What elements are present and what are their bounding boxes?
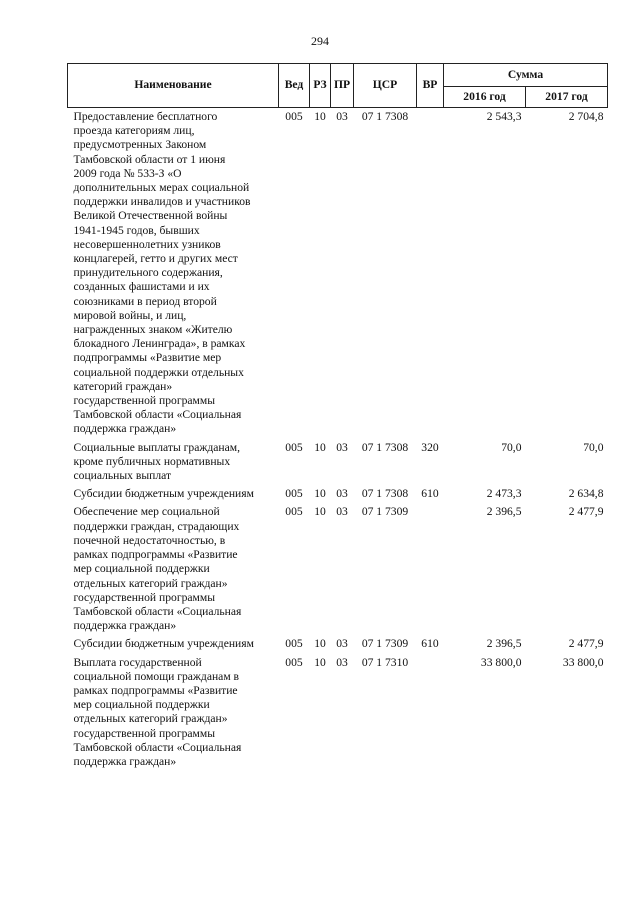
row-name-line: поддержки граждан, страдающих bbox=[73, 519, 240, 533]
cell-csr: 07 1 7309 bbox=[361, 505, 409, 519]
cell-ved: 005 bbox=[285, 655, 303, 669]
row-name-line: почечной недостаточностью, в bbox=[73, 533, 226, 547]
cell-rz: 10 bbox=[314, 440, 326, 454]
row-name-line: Обеспечение мер социальной bbox=[73, 505, 220, 519]
cell-y2016: 2 396,5 bbox=[486, 637, 522, 651]
cell-rz: 10 bbox=[314, 110, 326, 123]
row-name-line: категорий граждан» bbox=[73, 379, 173, 393]
row-name-line: Тамбовской области «Социальная bbox=[73, 408, 242, 422]
cell-y2016: 2 396,5 bbox=[486, 505, 522, 519]
header-ved: Вед bbox=[279, 64, 310, 108]
row-name-line: Великой Отечественной войны bbox=[73, 209, 228, 223]
row-name-line: Тамбовской области «Социальная bbox=[73, 604, 242, 618]
row-name-line: 2009 года № 533-З «О bbox=[73, 166, 182, 180]
cell-pr: 03 bbox=[336, 440, 348, 454]
row-name-line: кроме публичных нормативных bbox=[73, 454, 231, 468]
row-name-line: рамках подпрограммы «Развитие bbox=[73, 548, 238, 562]
row-name bbox=[68, 503, 279, 635]
cell-y2016: 2 473,3 bbox=[486, 487, 522, 501]
row-name-line: Социальные выплаты гражданам, bbox=[73, 440, 240, 454]
row-name bbox=[68, 635, 279, 653]
row-name-line: Субсидии бюджетным учреждениям bbox=[73, 637, 254, 651]
cell-csr: 07 1 7308 bbox=[361, 110, 409, 123]
row-name-line: Тамбовской области от 1 июня bbox=[73, 152, 226, 166]
row-name-line: отдельных категорий граждан» bbox=[73, 576, 228, 590]
page-number: 294 bbox=[311, 34, 329, 48]
cell-y2017: 2 634,8 bbox=[568, 487, 604, 501]
cell-y2016: 70,0 bbox=[501, 440, 522, 454]
cell-y2016: 2 543,3 bbox=[486, 110, 522, 123]
row-name-line: блокадного Ленинграда», в рамках bbox=[73, 337, 246, 351]
row-name-line: награжденных знаком «Жителю bbox=[73, 323, 233, 337]
budget-table bbox=[67, 63, 608, 771]
row-name-line: несовершеннолетних узников bbox=[73, 237, 221, 251]
header-year-2016: 2016 год bbox=[444, 87, 526, 108]
cell-rz: 10 bbox=[314, 487, 326, 501]
row-name-line: государственной программы bbox=[73, 726, 215, 740]
row-name-line: поддержка граждан» bbox=[73, 754, 177, 768]
cell-y2017: 70,0 bbox=[583, 440, 604, 454]
row-name-line: отдельных категорий граждан» bbox=[73, 712, 228, 726]
cell-vr: 610 bbox=[421, 637, 439, 651]
cell-ved: 005 bbox=[285, 505, 303, 519]
cell-vr: 610 bbox=[421, 487, 439, 501]
row-name-line: мер социальной поддержки bbox=[73, 698, 210, 712]
cell-y2016: 33 800,0 bbox=[480, 655, 522, 669]
row-name-line: рамках подпрограммы «Развитие bbox=[73, 683, 238, 697]
cell-y2017: 2 477,9 bbox=[568, 505, 604, 519]
row-name-line: принудительного содержания, bbox=[73, 266, 223, 280]
row-name-line: государственной программы bbox=[73, 590, 215, 604]
row-name-line: Предоставление бесплатного bbox=[73, 110, 218, 123]
cell-csr: 07 1 7308 bbox=[361, 487, 409, 501]
row-name-line: государственной программы bbox=[73, 394, 215, 408]
cell-rz: 10 bbox=[314, 505, 326, 519]
header-year-2017: 2017 год bbox=[526, 87, 608, 108]
cell-y2017: 2 477,9 bbox=[568, 637, 604, 651]
row-name bbox=[68, 485, 279, 503]
table-row bbox=[68, 503, 608, 635]
cell-pr: 03 bbox=[336, 487, 348, 501]
cell-rz: 10 bbox=[314, 655, 326, 669]
row-name-line: предусмотренных Законом bbox=[73, 138, 207, 152]
table-row bbox=[68, 485, 608, 503]
cell-vr: 320 bbox=[421, 440, 439, 454]
cell-vr bbox=[417, 108, 444, 439]
row-name-line: поддержка граждан» bbox=[73, 422, 177, 436]
header-sum: Сумма bbox=[444, 64, 608, 87]
header-name: Наименование bbox=[68, 64, 279, 108]
cell-ved: 005 bbox=[285, 637, 303, 651]
cell-pr: 03 bbox=[336, 505, 348, 519]
row-name-line: 1941-1945 годов, бывших bbox=[73, 223, 200, 237]
row-name-line: концлагерей, гетто и других мест bbox=[73, 252, 238, 266]
row-name-line: союзниками в период второй bbox=[73, 294, 217, 308]
row-name-line: Субсидии бюджетным учреждениям bbox=[73, 487, 254, 501]
cell-pr: 03 bbox=[336, 637, 348, 651]
row-name-line: Тамбовской области «Социальная bbox=[73, 740, 242, 754]
row-name-line: социальных выплат bbox=[73, 469, 172, 483]
cell-csr: 07 1 7308 bbox=[361, 440, 409, 454]
cell-y2017: 2 704,8 bbox=[568, 110, 604, 123]
row-name-line: социальной поддержки отдельных bbox=[73, 365, 244, 379]
cell-ved: 005 bbox=[285, 110, 303, 123]
cell-vr bbox=[417, 503, 444, 635]
cell-pr: 03 bbox=[336, 110, 348, 123]
header-rz: РЗ bbox=[310, 64, 331, 108]
row-name-line: мер социальной поддержки bbox=[73, 562, 210, 576]
row-name-line: дополнительных мерах социальной bbox=[73, 181, 250, 195]
row-name bbox=[68, 439, 279, 486]
row-name-line: мировой войны, и лиц, bbox=[73, 308, 187, 322]
cell-ved: 005 bbox=[285, 440, 303, 454]
row-name-line: Выплата государственной bbox=[73, 655, 202, 669]
table-row bbox=[68, 654, 608, 772]
cell-csr: 07 1 7309 bbox=[361, 637, 409, 651]
row-name-line: проезда категориям лиц, bbox=[73, 124, 195, 138]
header-row bbox=[68, 64, 608, 87]
table-row bbox=[68, 635, 608, 653]
table-row bbox=[68, 439, 608, 486]
cell-rz: 10 bbox=[314, 637, 326, 651]
table-row bbox=[68, 108, 608, 439]
row-name bbox=[68, 654, 279, 772]
row-name-line: поддержка граждан» bbox=[73, 619, 177, 633]
row-name-line: созданных фашистами и их bbox=[73, 280, 210, 294]
table-body bbox=[68, 108, 608, 772]
row-name-line: поддержки инвалидов и участников bbox=[73, 195, 251, 209]
header-vr: ВР bbox=[417, 64, 444, 108]
row-name bbox=[68, 108, 279, 439]
cell-csr: 07 1 7310 bbox=[361, 655, 409, 669]
row-name-line: социальной помощи гражданам в bbox=[73, 669, 240, 683]
cell-pr: 03 bbox=[336, 655, 348, 669]
cell-vr bbox=[417, 654, 444, 772]
row-name-line: подпрограммы «Развитие мер bbox=[73, 351, 222, 365]
cell-y2017: 33 800,0 bbox=[562, 655, 604, 669]
header-pr: ПР bbox=[331, 64, 354, 108]
header-csr: ЦСР bbox=[354, 64, 417, 108]
cell-ved: 005 bbox=[285, 487, 303, 501]
